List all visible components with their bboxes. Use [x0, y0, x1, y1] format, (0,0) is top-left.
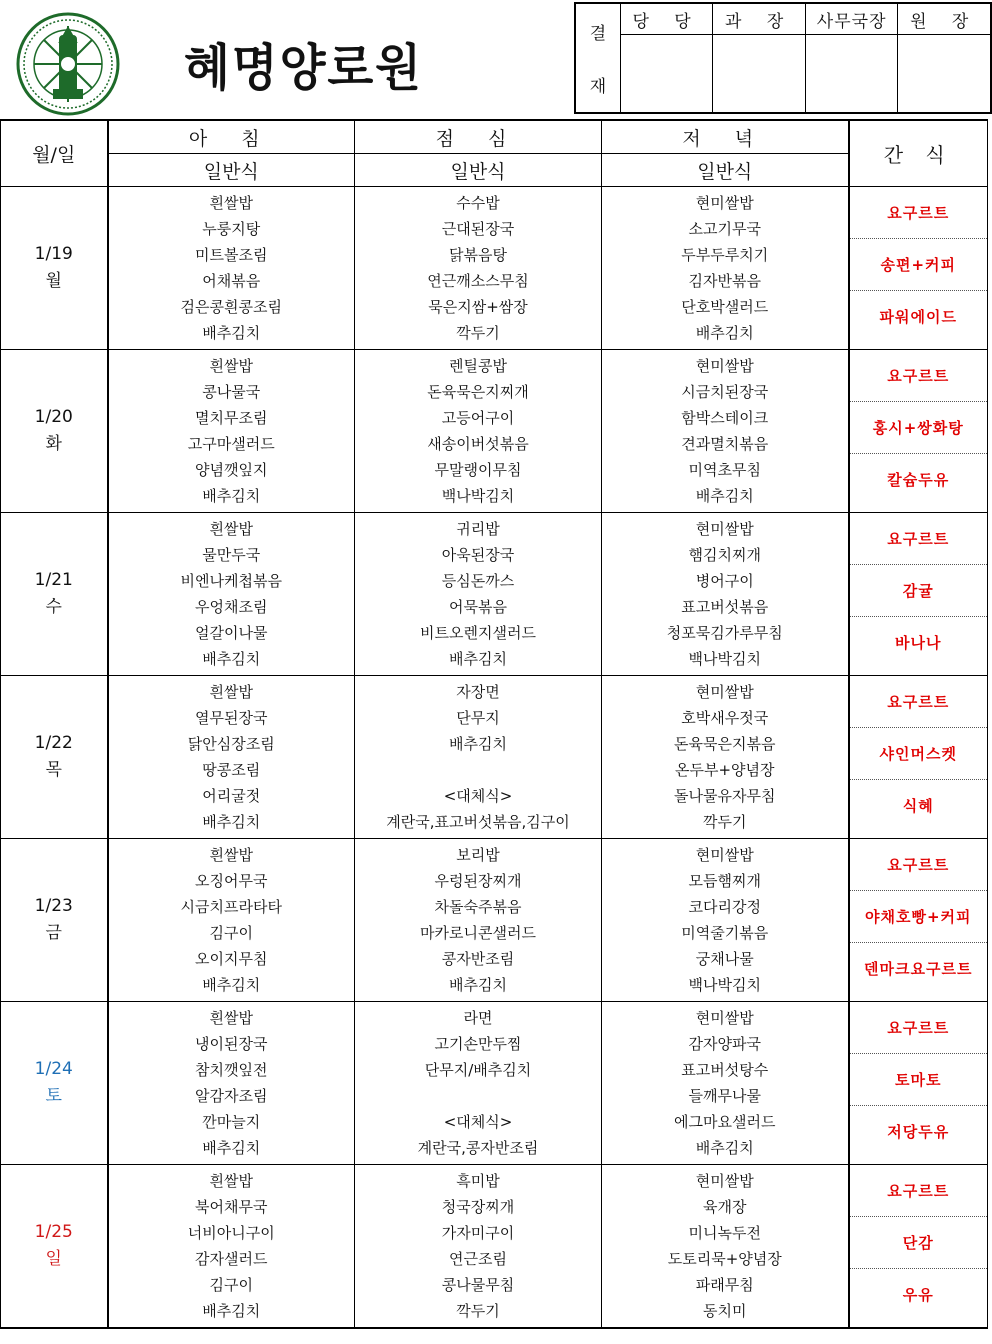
menu-item: 배추김치: [202, 813, 261, 831]
snack-item: 요구르트: [887, 1182, 950, 1200]
day-row: [1, 1165, 988, 1328]
breakfast-cell: [108, 1002, 355, 1165]
snack-item: 우유: [850, 1268, 988, 1320]
day-date: 1/23: [34, 896, 73, 916]
lunch-cell: [355, 1002, 602, 1165]
breakfast-header: 아 침: [108, 120, 355, 154]
approval-sign-cell[interactable]: [713, 35, 806, 113]
menu-item: 참치깻잎전: [195, 1061, 268, 1079]
menu-item: 단호박샐러드: [681, 298, 769, 316]
day-date: 1/24: [34, 1059, 73, 1079]
approval-role-staff: 당 당: [620, 3, 713, 35]
menu-item: 양념깻잎지: [195, 461, 268, 479]
menu-item: 육개장: [703, 1197, 747, 1216]
menu-item: 배추김치: [202, 1139, 261, 1157]
menu-item: 알감자조림: [195, 1087, 268, 1105]
menu-item: 흰쌀밥: [209, 194, 253, 212]
menu-item: 북어채무국: [195, 1197, 268, 1216]
day-date: 1/25: [34, 1221, 73, 1242]
menu-item: 표고버섯탕수: [681, 1061, 769, 1079]
snack-item: 요구르트: [887, 693, 950, 711]
menu-item: 검은콩흰콩조림: [180, 298, 282, 316]
lunch-cell: [355, 676, 602, 839]
menu-item: 현미쌀밥: [695, 1171, 754, 1190]
menu-item: 김구이: [209, 1275, 253, 1294]
menu-item: 현미쌀밥: [695, 520, 754, 538]
menu-item: 청포묵김가루무침: [666, 624, 783, 642]
menu-item: 물만두국: [202, 546, 261, 564]
menu-item: 현미쌀밥: [695, 683, 754, 701]
breakfast-cell: [108, 513, 355, 676]
menu-item: 차돌숙주볶음: [434, 898, 522, 916]
menu-item: 흰쌀밥: [209, 1171, 253, 1190]
menu-item: 깍두기: [456, 1301, 500, 1320]
menu-item: 미역줄기볶음: [681, 924, 769, 942]
menu-item: 묵은지쌈+쌈장: [428, 298, 528, 316]
dinner-cell: [602, 1165, 849, 1328]
snack-cell: [849, 187, 988, 350]
menu-item: 백나박김치: [441, 487, 515, 505]
day-date: 1/20: [34, 407, 73, 427]
menu-item: 고등어구이: [441, 409, 515, 427]
snack-item: 식혜: [850, 779, 988, 831]
day-weekday: 수: [45, 597, 62, 617]
menu-item: 너비아니구이: [187, 1223, 275, 1242]
snack-item: 요구르트: [887, 530, 950, 548]
menu-item: 냉이된장국: [195, 1035, 268, 1053]
snack-item: 요구르트: [887, 856, 950, 874]
menu-item: <대체식>: [443, 1113, 513, 1131]
day-date-cell: [1, 839, 108, 1002]
day-weekday: 금: [45, 923, 62, 943]
menu-item: 닭안심장조림: [187, 735, 275, 753]
menu-item: 소고기무국: [688, 220, 761, 238]
menu-item: 무말랭이무침: [434, 461, 522, 479]
menu-item: 깐마늘지: [202, 1113, 261, 1131]
day-row: [1, 350, 988, 513]
date-column-header: 월/일: [1, 120, 108, 187]
menu-item: 오징어무국: [195, 872, 268, 890]
day-date-cell: [1, 187, 108, 350]
snack-cell: [849, 350, 988, 513]
day-row: [1, 1002, 988, 1165]
day-weekday: 화: [45, 434, 62, 454]
menu-item: 현미쌀밥: [695, 357, 754, 375]
menu-item: 수수밥: [456, 194, 500, 212]
day-date-cell: [1, 1165, 108, 1328]
menu-item: 귀리밥: [456, 520, 500, 538]
snack-cell: [849, 513, 988, 676]
snack-item: 바나나: [850, 616, 988, 668]
menu-item: 돈육묵은지볶음: [674, 735, 776, 753]
menu-item: 시금치된장국: [681, 383, 769, 401]
snack-item: 토마토: [850, 1053, 988, 1105]
dinner-cell: [602, 350, 849, 513]
menu-item: 햄김치찌개: [688, 546, 761, 564]
snack-item: 요구르트: [887, 1019, 950, 1037]
menu-item: 땅콩조림: [202, 761, 261, 779]
day-row: [1, 676, 988, 839]
menu-item: 들깨무나물: [688, 1087, 761, 1105]
menu-item: 흰쌀밥: [209, 520, 253, 538]
menu-item: 배추김치: [695, 1139, 754, 1157]
menu-item: 미트볼조림: [195, 246, 268, 264]
snack-item: 샤인머스켓: [850, 727, 988, 779]
menu-item: 우엉채조림: [195, 598, 268, 616]
menu-item: 어묵볶음: [449, 598, 507, 616]
day-weekday: 목: [45, 760, 62, 780]
snack-cell: [849, 1002, 988, 1165]
menu-item: 열무된장국: [195, 709, 268, 727]
day-weekday: 월: [45, 271, 62, 291]
snack-item: 요구르트: [887, 204, 950, 222]
menu-item: 단무지/배추김치: [424, 1061, 532, 1079]
day-date-cell: [1, 1002, 108, 1165]
menu-item: 새송이버섯볶음: [427, 435, 529, 453]
menu-item: 배추김치: [202, 976, 261, 994]
dinner-type: 일반식: [602, 154, 849, 187]
day-date: 1/22: [34, 733, 73, 753]
day-date: 1/19: [34, 244, 73, 264]
menu-item: 계란국,콩자반조림: [417, 1139, 539, 1157]
menu-item: 감자샐러드: [195, 1249, 268, 1268]
menu-item: 어채볶음: [202, 272, 261, 290]
menu-item: 멸치무조림: [195, 409, 268, 427]
snack-item: 감귤: [850, 564, 988, 616]
menu-item: 자장면: [456, 683, 500, 701]
menu-item: 렌틸콩밥: [449, 357, 507, 375]
menu-item: 배추김치: [449, 735, 507, 753]
menu-body: [1, 187, 988, 1328]
menu-item: 콩나물국: [202, 383, 261, 401]
day-row: [1, 513, 988, 676]
menu-item: 미역초무침: [688, 461, 761, 479]
menu-item: 배추김치: [449, 650, 507, 668]
lunch-cell: [355, 187, 602, 350]
menu-item: 아욱된장국: [441, 546, 515, 564]
lunch-cell: [355, 513, 602, 676]
snack-item: 저당두유: [850, 1105, 988, 1157]
menu-item: 청국장찌개: [441, 1197, 515, 1216]
menu-item: 누룽지탕: [202, 220, 261, 238]
menu-item: 김자반볶음: [688, 272, 761, 290]
snack-item: 단감: [850, 1216, 988, 1268]
menu-item: 동치미: [703, 1301, 747, 1320]
menu-item: 흰쌀밥: [209, 357, 253, 375]
breakfast-cell: [108, 1165, 355, 1328]
snack-item: 덴마크요구르트: [850, 942, 988, 994]
menu-item: 김구이: [209, 924, 253, 942]
approval-sign-cell[interactable]: [620, 35, 713, 113]
menu-item: 미니녹두전: [688, 1223, 761, 1242]
snack-column-header: 간 식: [849, 120, 988, 187]
approval-box: [574, 2, 992, 114]
menu-item: 오이지무침: [195, 950, 268, 968]
lunch-cell: [355, 350, 602, 513]
dinner-cell: [602, 676, 849, 839]
menu-item: 코다리강정: [688, 898, 761, 916]
dinner-cell: [602, 1002, 849, 1165]
menu-item: 등심돈까스: [441, 572, 515, 590]
snack-item: 파워에이드: [850, 290, 988, 342]
weekly-menu-table: [0, 119, 988, 1329]
dinner-cell: [602, 839, 849, 1002]
approval-sign-cell[interactable]: [805, 35, 898, 113]
day-date: 1/21: [34, 570, 73, 590]
menu-item: 시금치프라타타: [180, 898, 282, 916]
breakfast-type: 일반식: [108, 154, 355, 187]
menu-item: 배추김치: [202, 1301, 261, 1320]
day-date-cell: [1, 350, 108, 513]
dinner-cell: [602, 187, 849, 350]
approval-role-director: 원 장: [898, 3, 991, 35]
menu-item: 도토리묵+양념장: [667, 1249, 782, 1268]
lunch-cell: [355, 839, 602, 1002]
dinner-cell: [602, 513, 849, 676]
menu-item: 돌나물유자무침: [674, 787, 776, 805]
day-weekday: 토: [45, 1086, 62, 1106]
menu-item: 호박새우젓국: [681, 709, 769, 727]
menu-item: 근대된장국: [441, 220, 515, 238]
menu-item: 돈육묵은지찌개: [427, 383, 529, 401]
day-row: [1, 187, 988, 350]
page-title: 혜명양로원: [184, 39, 423, 97]
menu-item: 감자양파국: [688, 1035, 761, 1053]
menu-item: 배추김치: [449, 976, 507, 994]
day-row: [1, 839, 988, 1002]
menu-item: 에그마요샐러드: [674, 1113, 776, 1131]
menu-item: <대체식>: [443, 787, 513, 805]
snack-cell: [849, 1165, 988, 1328]
menu-item: 두부두루치기: [681, 246, 769, 264]
menu-item: 궁채나물: [695, 950, 754, 968]
menu-item: 계란국,표고버섯볶음,김구이: [386, 813, 570, 831]
logo-emblem-icon: [16, 12, 120, 116]
day-weekday: 일: [45, 1248, 62, 1269]
menu-item: 비트오렌지샐러드: [420, 624, 536, 642]
menu-item: 배추김치: [695, 324, 754, 342]
menu-item: 단무지: [456, 709, 500, 727]
lunch-header: 점 심: [355, 120, 602, 154]
menu-item: 콩자반조림: [441, 950, 515, 968]
menu-item: 온두부+양념장: [674, 761, 775, 779]
menu-item: 표고버섯볶음: [681, 598, 769, 616]
approval-role-manager: 과 장: [713, 3, 806, 35]
menu-item: 보리밥: [456, 846, 500, 864]
breakfast-cell: [108, 839, 355, 1002]
day-date-cell: [1, 513, 108, 676]
snack-cell: [849, 676, 988, 839]
snack-item: 칼슘두유: [850, 453, 988, 505]
snack-cell: [849, 839, 988, 1002]
breakfast-cell: [108, 676, 355, 839]
breakfast-cell: [108, 350, 355, 513]
day-date-cell: [1, 676, 108, 839]
menu-item: 깍두기: [703, 813, 747, 831]
menu-item: 얼갈이나물: [195, 624, 268, 642]
menu-item: [355, 757, 601, 783]
menu-item: 어리굴젓: [202, 787, 261, 805]
menu-item: 비엔나케첩볶음: [180, 572, 282, 590]
menu-item: 연근조림: [449, 1249, 507, 1268]
menu-item: 현미쌀밥: [695, 846, 754, 864]
menu-item: 배추김치: [202, 650, 261, 668]
lunch-cell: [355, 1165, 602, 1328]
approval-label: 결 재: [575, 3, 620, 113]
menu-item: 가자미구이: [441, 1223, 515, 1242]
snack-item: 야채호빵+커피: [850, 890, 988, 942]
menu-item: 흑미밥: [456, 1171, 500, 1190]
breakfast-cell: [108, 187, 355, 350]
menu-item: 콩나물무침: [441, 1275, 515, 1294]
menu-item: 백나박김치: [688, 650, 761, 668]
menu-item: 파래무침: [695, 1275, 754, 1294]
lunch-type: 일반식: [355, 154, 602, 187]
snack-item: 송편+커피: [850, 238, 988, 290]
menu-item: 현미쌀밥: [695, 194, 754, 212]
menu-item: 흰쌀밥: [209, 683, 253, 701]
dinner-header: 저 녁: [602, 120, 849, 154]
approval-sign-cell[interactable]: [898, 35, 991, 113]
menu-item: 백나박김치: [688, 976, 761, 994]
menu-item: 우렁된장찌개: [434, 872, 522, 890]
snack-item: 홍시+쌍화탕: [850, 401, 988, 453]
menu-item: 배추김치: [202, 324, 261, 342]
menu-item: 견과멸치볶음: [681, 435, 769, 453]
menu-item: 고기손만두찜: [434, 1035, 522, 1053]
menu-item: 깍두기: [456, 324, 500, 342]
menu-item: 모듬햄찌개: [688, 872, 761, 890]
menu-item: 현미쌀밥: [695, 1009, 754, 1027]
menu-item: 배추김치: [695, 487, 754, 505]
menu-item: 병어구이: [695, 572, 754, 590]
menu-item: 닭볶음탕: [449, 246, 507, 264]
menu-item: [355, 1083, 601, 1109]
menu-item: 마카로니콘샐러드: [420, 924, 536, 942]
menu-item: 고구마샐러드: [187, 435, 275, 453]
menu-item: 연근깨소스무침: [427, 272, 529, 290]
menu-item: 흰쌀밥: [209, 846, 253, 864]
menu-item: 배추김치: [202, 487, 261, 505]
snack-item: 요구르트: [887, 367, 950, 385]
menu-item: 라면: [463, 1009, 493, 1027]
menu-item: 함박스테이크: [681, 409, 769, 427]
menu-item: 흰쌀밥: [209, 1009, 253, 1027]
approval-role-secretary: 사무국장: [805, 3, 898, 35]
